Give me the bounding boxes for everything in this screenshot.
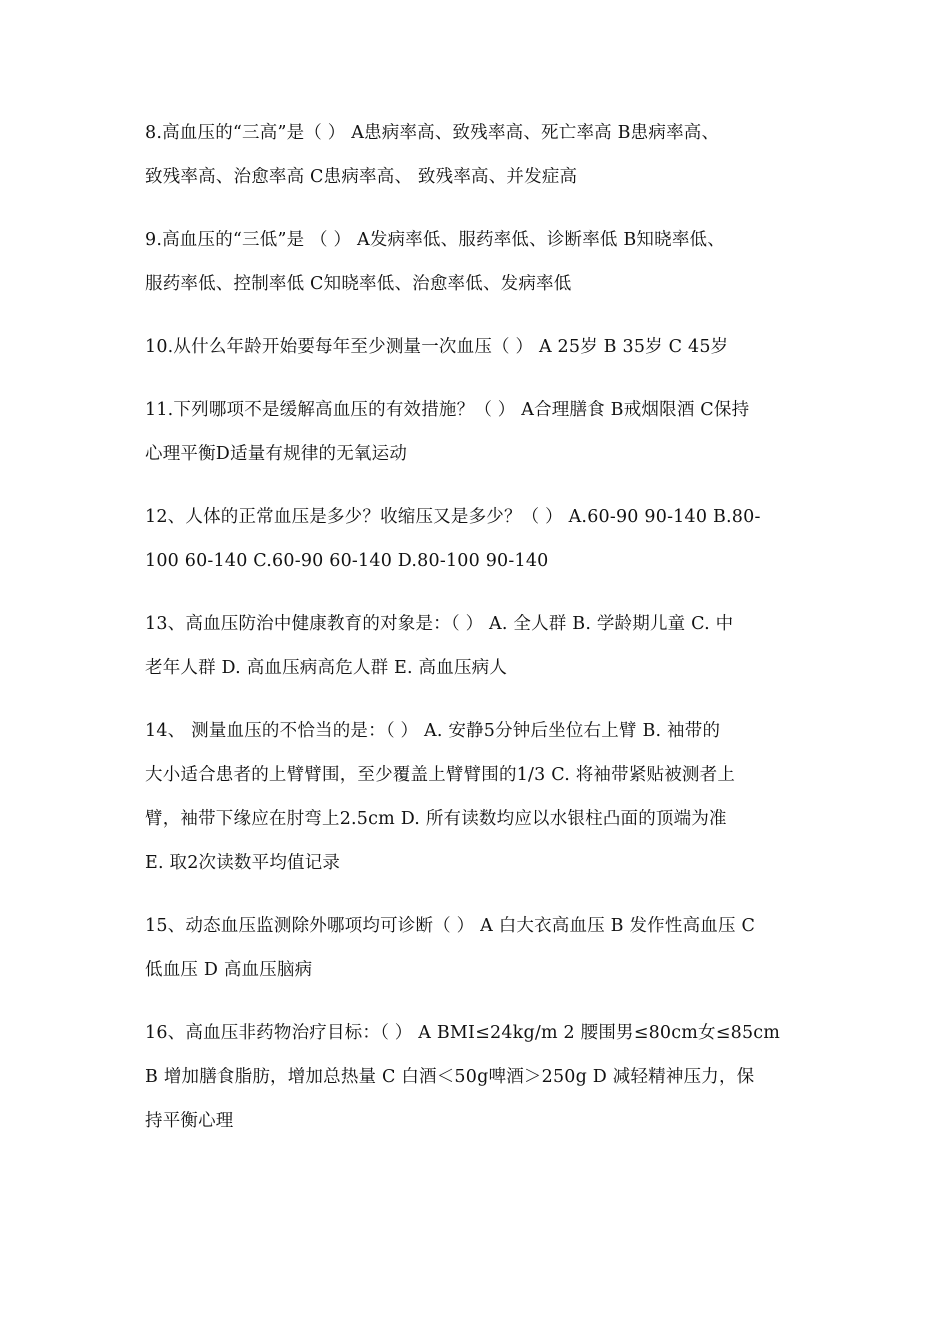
question-12: [145, 495, 810, 583]
question-line: 10.从什么年龄开始要每年至少测量一次血压（ ） A 25岁 B 35岁 C 45岁: [145, 337, 729, 357]
question-15: [145, 904, 810, 992]
question-8: [145, 111, 810, 199]
question-line: 16、高血压非药物治疗目标：（ ） A BMI≤24kg/m 2 腰围男≤80cm女≤85cm: [145, 1023, 781, 1043]
question-line: 14、 测量血压的不恰当的是：（ ） A. 安静5分钟后坐位右上臂 B. 袖带的: [145, 721, 721, 741]
question-line: 大小适合患者的上臂臂围，至少覆盖上臂臂围的1/3 C. 将袖带紧贴被测者上: [145, 765, 736, 785]
question-line: 100 60-140 C.60-90 60-140 D.80-100 90-140: [145, 551, 549, 571]
question-line: 低血压 D 高血压脑病: [145, 960, 313, 980]
question-line: E. 取2次读数平均值记录: [145, 853, 341, 873]
question-10: [145, 325, 810, 369]
question-line: 服药率低、控制率低 C知晓率低、治愈率低、发病率低: [145, 274, 572, 294]
question-line: 15、动态血压监测除外哪项均可诊断（ ） A 白大衣高血压 B 发作性高血压 C: [145, 916, 756, 936]
question-line: 11.下列哪项不是缓解高血压的有效措施？（ ） A合理膳食 B戒烟限酒 C保持: [145, 400, 750, 420]
question-13: [145, 602, 810, 690]
question-line: 8.高血压的“三高”是（ ） A患病率高、致残率高、死亡率高 B患病率高、: [145, 123, 720, 143]
question-line: 13、高血压防治中健康教育的对象是：（ ） A. 全人群 B. 学龄期儿童 C. 中: [145, 614, 734, 634]
question-line: 12、人体的正常血压是多少？收缩压又是多少？（ ） A.60-90 90-140 B.80-: [145, 507, 761, 527]
question-line: 9.高血压的“三低”是 （ ） A发病率低、服药率低、诊断率低 B知晓率低、: [145, 230, 725, 250]
question-line: 老年人群 D. 高血压病高危人群 E. 高血压病人: [145, 658, 508, 678]
question-9: [145, 218, 810, 306]
question-16: [145, 1011, 810, 1143]
document-page: [145, 111, 810, 1162]
question-line: 心理平衡D适量有规律的无氧运动: [145, 444, 408, 464]
question-14: [145, 709, 810, 885]
question-line: 臂，袖带下缘应在肘弯上2.5cm D. 所有读数均应以水银柱凸面的顶端为准: [145, 809, 727, 829]
question-line: 致残率高、治愈率高 C患病率高、 致残率高、并发症高: [145, 167, 578, 187]
question-line: 持平衡心理: [145, 1111, 234, 1131]
question-11: [145, 388, 810, 476]
question-line: B 增加膳食脂肪，增加总热量 C 白酒＜50g啤酒＞250g D 减轻精神压力，保: [145, 1067, 755, 1087]
